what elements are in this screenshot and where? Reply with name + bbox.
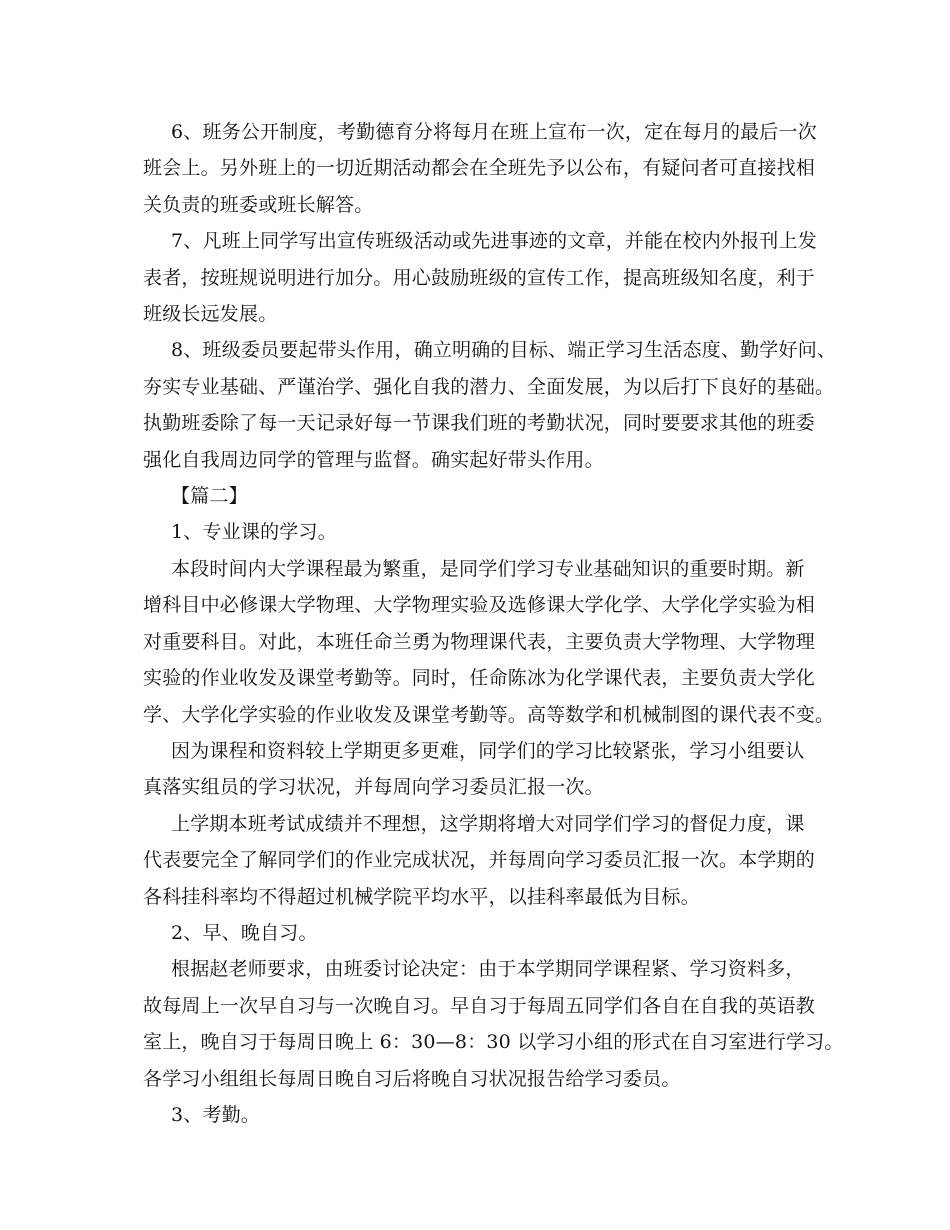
paragraph-s1-title — [143, 514, 815, 550]
paragraph-p8 — [143, 332, 837, 478]
paragraph-line: 因为课程和资料较上学期更多更难，同学们的学习比较紧张，学习小组要认 — [171, 739, 805, 762]
paragraph-s1-p3 — [143, 806, 815, 915]
paragraph-line: 2、早、晚自习。 — [171, 921, 318, 944]
paragraph-line: 故每周上一次早自习与一次晚自习。早自习于每周五同学们各自在自我的英语教 — [143, 994, 816, 1017]
paragraph-s2-title — [143, 915, 815, 951]
paragraph-line: 各科挂科率均不得超过机械学院平均水平，以挂科率最低为目标。 — [143, 885, 700, 908]
paragraph-line: 对重要科目。对此，本班任命兰勇为物理课代表，主要负责大学物理、大学物理 — [143, 630, 816, 653]
paragraph-p6 — [143, 114, 815, 223]
paragraph-line: 室上，晚自习于每周日晚上 6：30—8：30 以学习小组的形式在自习室进行学习。 — [143, 1031, 844, 1054]
paragraph-line: 真落实组员的学习状况，并每周向学习委员汇报一次。 — [143, 776, 604, 799]
paragraph-line: 根据赵老师要求，由班委讨论决定：由于本学期同学课程紧、学习资料多， — [171, 958, 805, 981]
paragraph-line: 夯实专业基础、严谨治学、强化自我的潜力、全面发展，为以后打下良好的基础。 — [143, 375, 835, 398]
paragraph-line: 6、班务公开制度，考勤德育分将每月在班上宣布一次，定在每月的最后一次 — [171, 121, 817, 143]
paragraph-line: 1、专业课的学习。 — [171, 521, 337, 544]
paragraph-line: 7、凡班上同学写出宣传班级活动或先进事迹的文章，并能在校内外报刊上发 — [171, 230, 817, 253]
document-body — [143, 114, 844, 1133]
paragraph-line: 关负责的班委或班长解答。 — [143, 193, 374, 216]
paragraph-s1-p1 — [143, 551, 835, 733]
paragraph-line: 代表要完全了解同学们的作业完成状况，并每周向学习委员汇报一次。本学期的 — [143, 849, 816, 872]
paragraph-line: 【篇二】 — [171, 485, 248, 508]
paragraph-line: 各学习小组组长每周日晚自习后将晚自习状况报告给学习委员。 — [143, 1067, 681, 1090]
paragraph-line: 表者，按班规说明进行加分。用心鼓励班级的宣传工作，提高班级知名度，利于 — [143, 266, 816, 289]
paragraph-line: 执勤班委除了每一天记录好每一节课我们班的考勤状况，同时要要求其他的班委 — [143, 412, 816, 435]
paragraph-line: 强化自我周边同学的管理与监督。确实起好带头作用。 — [143, 448, 604, 471]
paragraph-section-title — [143, 478, 815, 514]
paragraph-line: 增科目中必修课大学物理、大学物理实验及选修课大学化学、大学化学实验为相 — [143, 594, 816, 617]
paragraph-line: 上学期本班考试成绩并不理想，这学期将增大对同学们学习的督促力度，课 — [171, 812, 805, 835]
paragraph-line: 3、考勤。 — [171, 1103, 261, 1126]
paragraph-s3-title — [143, 1097, 815, 1133]
paragraph-line: 班会上。另外班上的一切近期活动都会在全班先予以公布，有疑问者可直接找相 — [143, 157, 816, 180]
paragraph-s1-p2 — [143, 733, 815, 806]
paragraph-line: 班级长远发展。 — [143, 303, 278, 326]
paragraph-line: 实验的作业收发及课堂考勤等。同时，任命陈冰为化学课代表，主要负责大学化 — [143, 667, 816, 690]
paragraph-line: 本段时间内大学课程最为繁重，是同学们学习专业基础知识的重要时期。新 — [171, 557, 805, 580]
paragraph-line: 8、班级委员要起带头作用，确立明确的目标、端正学习生活态度、勤学好问、 — [171, 339, 837, 362]
paragraph-p7 — [143, 223, 815, 332]
paragraph-line: 学、大学化学实验的作业收发及课堂考勤等。高等数学和机械制图的课代表不变。 — [143, 703, 835, 726]
paragraph-s2-p1 — [143, 951, 844, 1097]
